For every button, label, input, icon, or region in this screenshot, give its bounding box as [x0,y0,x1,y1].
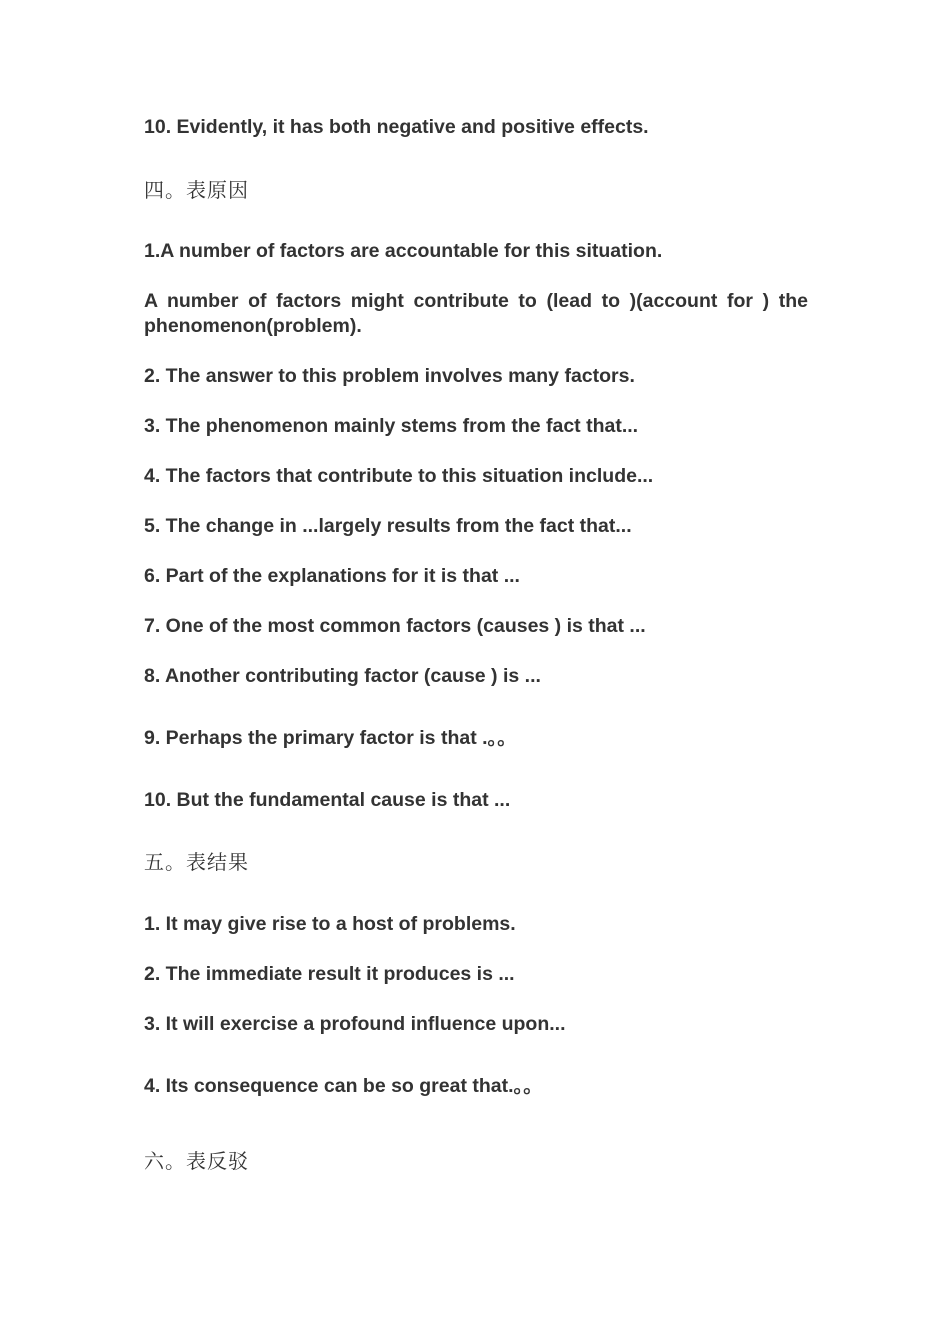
section-heading-causes: 四。表原因 [144,178,249,202]
result-item-4: 4. Its consequence can be so great that.。。 [144,1075,543,1097]
cause-item-3: 3. The phenomenon mainly stems from the fact that... [144,415,639,437]
cause-item-4: 4. The factors that contribute to this situation include... [144,465,654,487]
cause-item-8: 8. Another contributing factor (cause ) is ... [144,665,541,687]
cause-item-10: 10. But the fundamental cause is that ... [144,789,511,811]
result-item-2: 2. The immediate result it produces is ... [144,963,515,985]
cause-item-9: 9. Perhaps the primary factor is that .。。 [144,727,517,749]
cause-item-alt: A number of factors might contribute to (lead to )(account for ) the phenomenon(problem). [144,290,808,337]
section-heading-results: 五。表结果 [144,850,249,874]
cause-item-1: 1.A number of factors are accountable for this situation. [144,240,663,262]
cause-item-6: 6. Part of the explanations for it is that ... [144,565,520,587]
intro-line: 10. Evidently, it has both negative and positive effects. [144,116,649,138]
section-heading-rebuttal: 六。表反驳 [144,1149,249,1173]
result-item-3: 3. It will exercise a profound influence upon... [144,1013,566,1035]
cause-item-5: 5. The change in ...largely results from the fact that... [144,515,632,537]
cause-item-2: 2. The answer to this problem involves many factors. [144,365,635,387]
result-item-1: 1. It may give rise to a host of problems. [144,913,516,935]
cause-item-7: 7. One of the most common factors (causes ) is that ... [144,615,646,637]
